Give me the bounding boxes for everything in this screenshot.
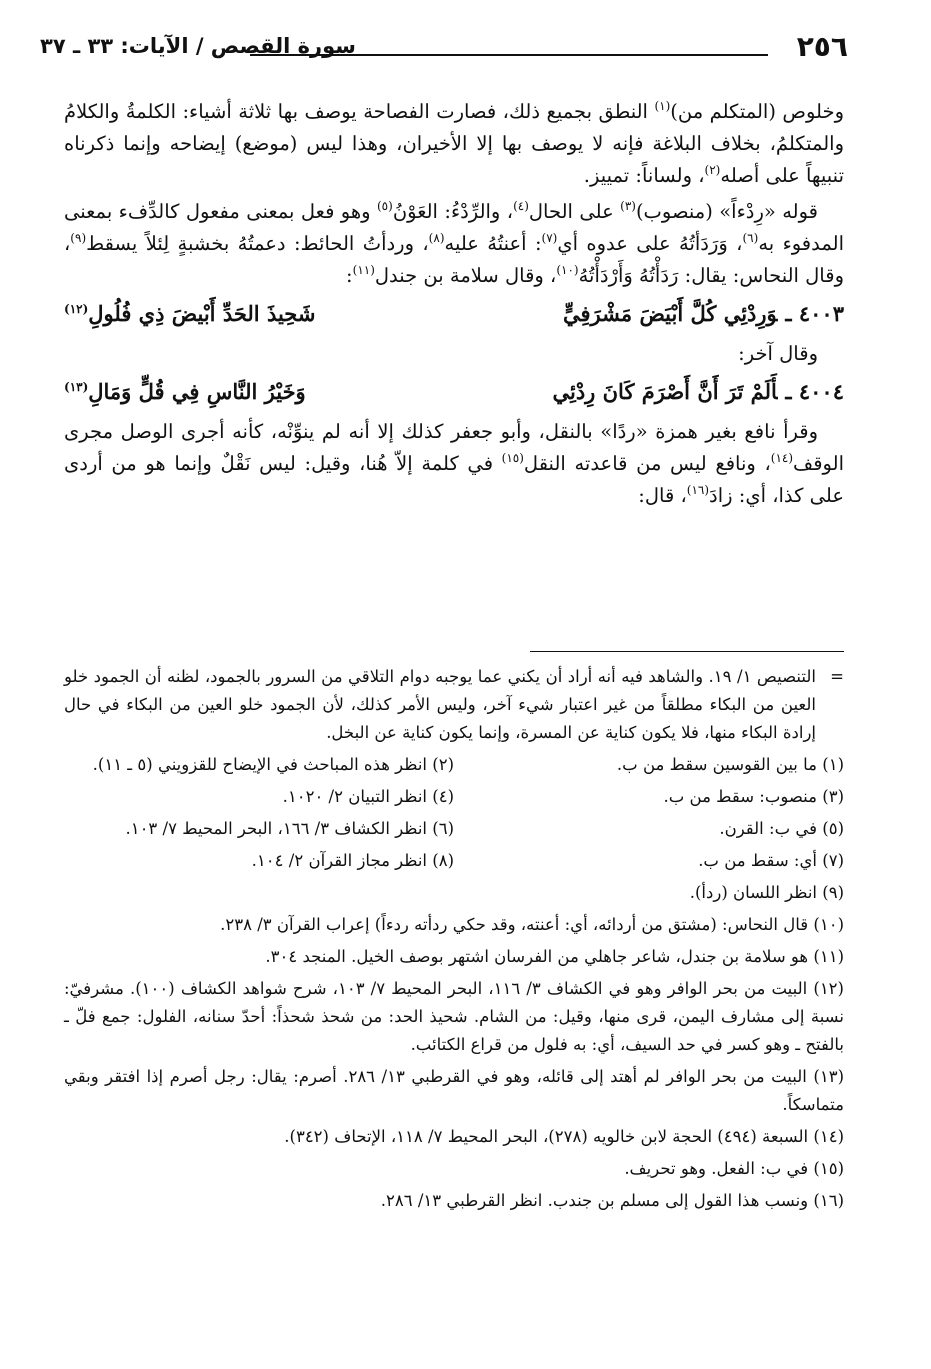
text-span: ، قال:: [638, 484, 687, 507]
footnote-4: (٤) انظر التبيان ٢/ ١٠٢٠.: [282, 787, 454, 806]
text-span: :: [346, 264, 353, 287]
footnote-ref-7: (٧): [541, 231, 558, 245]
footnote-8: (٨) انظر مجاز القرآن ٢/ ١٠٤.: [251, 851, 454, 870]
footnote-row: [64, 845, 844, 877]
footnote-text: التنصيص ١/ ١٩. والشاهد فيه أنه أراد أن يكني عما يوجبه دوام التلاقي من السرور بالجمود، لظنه أن الجمود خلو العين من البكاء مطلقاً من غير اعتبار شيء آخر، وليس الأمر كذلك، لأن الجمود خلو العين من البكاء في حال إرادة البكاء منها، فلا يكون كناية عن المسرة، وإنما يكون كناية عن البخل.: [64, 667, 816, 742]
text-span: ، وقال النحاس: يقال: رَدَأْتُهُ وَأَرْدَأْتُهُ: [64, 232, 844, 287]
footnote-ref-1: (١): [654, 99, 671, 113]
text-span: ، والرِّدْءُ: العَوْنُ: [392, 200, 514, 223]
verse-second-hemistich: [64, 376, 306, 408]
footnote-9: (٩) انظر اللسان (ردأ).: [689, 883, 844, 902]
verse-second-hemistich: [64, 298, 315, 330]
footnote-10: (١٠) قال النحاس: (مشتق من أردائه، أي: أعنته، وقد حكي ردأته ردءاً) إعراب القرآن ٣/ ٢٣٨.: [220, 915, 844, 934]
text-span: وخلوص (المتكلم من): [670, 100, 844, 123]
paragraph-2: [64, 196, 844, 292]
footnote-14: (١٤) السبعة (٤٩٤) الحجة لابن خالويه (٢٧٨)، البحر المحيط ٧/ ١١٨، الإتحاف (٣٤٢).: [284, 1127, 844, 1146]
footnote-ref-5: (٥): [376, 199, 393, 213]
text-span: في كلمة إلاّ هُنا، وقيل: ليس نَقْلٌ وإنما هو من أردى على كذا، أي: زادَ: [64, 452, 844, 507]
footnote-row: [64, 813, 844, 845]
page-header: [40, 30, 848, 70]
footnote-ref-10: (١٠): [556, 263, 579, 277]
text-span: ، وقال سلامة بن جندل: [374, 264, 557, 287]
verse-intro: وقال آخر:: [738, 342, 818, 365]
verse-4003: [64, 298, 844, 330]
text-span: : أعنتُهُ عليه: [444, 232, 542, 255]
footnote-ref-12: (١٢): [64, 302, 89, 316]
footnote-5: (٥) في ب: القرن.: [719, 819, 844, 838]
footnote-ref-16: (١٦): [686, 483, 710, 497]
text-span: النطق بجميع ذلك، فصارت الفصاحة يوصف بها ثلاثة أشياء: الكلمةُ والكلامُ والمتكلمُ، بخلاف البلاغة فإنه لا يوصف بها إلا الأخيران، وهذا ليس (موضع) إيضاحه وإنما ذكرناه تنبيهاً على أصله: [64, 100, 844, 187]
footnote-ref-8: (٨): [428, 231, 445, 245]
text-span: ، ولساناً: تمييز.: [583, 164, 705, 187]
footnote-ref-6: (٦): [742, 231, 759, 245]
footnote-11: (١١) هو سلامة بن جندل، شاعر جاهلي من الفرسان اشتهر بوصف الخيل. المنجد ٣٠٤.: [265, 947, 844, 966]
verse-number: ٤٠٠٤ ـ: [785, 379, 844, 404]
paragraph-3: [64, 416, 844, 512]
footnote-3: (٣) منصوب: سقط من ب.: [663, 787, 844, 806]
footnotes: [64, 663, 844, 1219]
text-span: وقرأ نافع بغير همزة «ردًا» بالنقل، وأبو جعفر كذلك إلا أنه لم ينوِّنْه، كأنه أجرى الوصل مجرى الوقف: [64, 420, 844, 475]
verse-4004: [64, 376, 844, 408]
footnote-row: [64, 877, 844, 909]
footnote-ref-3: (٣): [620, 199, 636, 213]
footnote-ref-15: (١٥): [501, 451, 524, 465]
footnote-2: (٢) انظر هذه المباحث في الإيضاح للقزويني (٥ ـ ١١).: [92, 755, 454, 774]
footnote-ref-14: (١٤): [770, 451, 794, 465]
footnote-12: (١٢) البيت من بحر الوافر وهو في الكشاف ٣/ ١١٦، البحر المحيط ٧/ ١٠٣، شرح شواهد الكشاف (١٠٠). مشرفيّ: نسبة إلى مشارف اليمن، قرى منها، وقيل: من الشام. شحيذ الحد: من شحذ شحذاً: أحدّ سنانه، الفلول: جمع فلّ ـ بالفتح ـ وهو كسر في حد السيف، أي: به فلول من قراع الكتائب.: [64, 979, 844, 1054]
text-span: ، ونافع ليس من قاعدته النقل: [523, 452, 771, 475]
footnote-1: (١) ما بين القوسين سقط من ب.: [616, 755, 844, 774]
verse-first-hemistich: [563, 298, 844, 330]
footnote-row: [64, 749, 844, 781]
paragraph-1: [64, 96, 844, 192]
footnote-ref-9: (٩): [70, 231, 87, 245]
footnote-ref-4: (٤): [513, 199, 529, 213]
page-number: ٢٥٦: [796, 30, 848, 63]
footnote-carryover: [64, 663, 844, 747]
text-span: وهو فعل بمعنى مفعول كالدِّفء بمعنى المدفوء به: [64, 200, 844, 255]
footnote-7: (٧) أي: سقط من ب.: [698, 851, 844, 870]
footnote-ref-2: (٢): [704, 163, 721, 177]
footnote-6: (٦) انظر الكشاف ٣/ ١٦٦، البحر المحيط ٧/ ١٠٣.: [125, 819, 454, 838]
continuation-mark: =: [830, 667, 844, 686]
text-span: ، وَرَدَأتُهُ على عدوه أي: [557, 232, 743, 255]
footnote-13: (١٣) البيت من بحر الوافر لم أهتد إلى قائله، وهو في القرطبي ١٣/ ٢٨٦. أصرم: يقال: رجل أصرم إذا افتقر وبقي متماسكاً.: [64, 1067, 844, 1114]
verse-text: وَرِدْئِي كُلَّ أَبْيَضَ مَشْرَفِيٍّ: [563, 301, 778, 326]
verse-first-hemistich: [552, 376, 844, 408]
text-span: قوله «رِدْءاً» (منصوب): [635, 200, 819, 223]
verse-text: وَخَيْرُ النَّاسِ فِي قُلٍّ وَمَالِ: [88, 379, 306, 404]
footnote-16: (١٦) ونسب هذا القول إلى مسلم بن جندب. انظر القرطبي ١٣/ ٢٨٦.: [380, 1191, 844, 1210]
footnote-separator: [530, 651, 844, 652]
footnote-15: (١٥) في ب: الفعل. وهو تحريف.: [624, 1159, 844, 1178]
main-text: [64, 96, 844, 516]
footnote-row: [64, 781, 844, 813]
running-title: سورة القصص / الآيات: ٣٣ ـ ٣٧: [40, 34, 356, 58]
footnote-ref-11: (١١): [352, 263, 375, 277]
verse-number: ٤٠٠٣ ـ: [785, 301, 844, 326]
text-span: على الحال: [528, 200, 621, 223]
footnote-ref-13: (١٣): [64, 380, 89, 394]
text-span: ، وردأتُ الحائط: دعمتُهُ بخشبةٍ لِئلاً يسقط: [86, 232, 429, 255]
verse-text: شَحِيذَ الحَدِّ أَبْيضَ ذِي فُلُولِ: [88, 301, 316, 326]
verse-text: أَلَمْ تَرَ أَنَّ أَصْرَمَ كَانَ رِدْئِي: [552, 379, 778, 404]
